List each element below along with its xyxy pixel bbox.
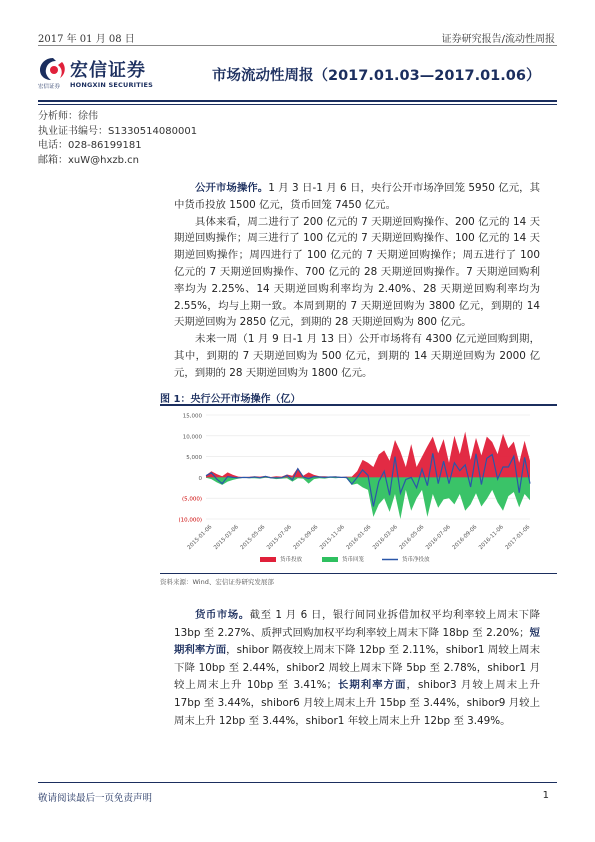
legend-label: 货币净投放 — [402, 557, 430, 563]
disclaimer-link[interactable]: 敬请阅读最后一页免责声明 — [38, 793, 153, 804]
y-tick-label: (5,000) — [181, 496, 202, 503]
footer-divider — [38, 782, 557, 783]
x-tick-label: 2016-07-06 — [425, 524, 452, 552]
paragraph: 公开市场操作。1 月 3 日-1 月 6 日，央行公开市场净回笼 5950 亿元，其中货币投放 1500 亿元，货币回笼 7450 亿元。 — [174, 182, 541, 211]
analyst-cert: 执业证书编号：S1330514080001 — [38, 125, 198, 137]
analyst-phone: 电话：028-86199181 — [38, 140, 142, 151]
x-tick-label: 2016-03-06 — [372, 524, 399, 552]
company-logo — [38, 56, 168, 94]
chart-svg — [160, 407, 557, 572]
title-rule — [38, 100, 557, 102]
header-divider — [38, 45, 557, 46]
y-tick-label: 10,000 — [182, 434, 202, 441]
section-lead-long: 长期利率方面 — [336, 679, 407, 692]
x-tick-label: 2016-05-06 — [398, 524, 426, 552]
analyst-info — [38, 110, 197, 168]
x-tick-label: 2015-09-06 — [292, 524, 320, 552]
y-tick-label: (10,000) — [178, 517, 202, 524]
x-tick-label: 2016-11-06 — [478, 524, 505, 552]
analyst-email[interactable]: 邮箱：xuW@hxzb.cn — [38, 154, 140, 166]
page-number: 1 — [542, 790, 549, 801]
x-tick-label: 2015-01-06 — [186, 524, 214, 552]
analyst-name: 分析师：徐伟 — [38, 111, 98, 122]
logo-sub-en: HONGXIN SECURITIES — [70, 81, 154, 89]
title-rule-thin — [38, 104, 557, 105]
omo-chart — [160, 407, 557, 572]
x-tick-label: 2015-11-06 — [319, 524, 346, 552]
x-tick-label: 2015-03-06 — [213, 524, 240, 552]
legend-label: 货币回笼 — [342, 557, 365, 563]
report-category: 证券研究报告/流动性周报 — [441, 34, 555, 45]
section-lead: 公开市场操作。 — [195, 182, 269, 194]
paragraph: 未来一周（1 月 9 日-1 月 13 日）公开市场将有 4300 亿元逆回购到期，其中，到期的 7 天期逆回购为 500 亿元，到期的 14 天期逆回购为 2000 亿元，到期的 28 天期逆回购为 1800 亿元。 — [174, 333, 540, 379]
logo-name: 宏信证券 — [70, 60, 146, 81]
series-area-injection — [206, 432, 530, 478]
report-title: 市场流动性周报（2017.01.03—2017.01.06） — [212, 68, 541, 84]
paragraph: 货币市场。截至 1 月 6 日，银行间同业拆借加权平均利率较上周末下降 13bp 至 2.27%、质押式回购加权平均利率较上周末下降 18bp 至 2.20%；短期利率方面，shibor 隔夜较上周末下降 12bp 至 2.11%，shibor1 周较上周末下降 10bp 至 2.44%，shibor2 周较上周末下降 5bp 至 2.78%，shibor1 月较上周末上升 10bp 至 3.41%；长期利率方面，shibor3 月较上周末上升 17bp 至 3.44%，shibor6 月较上周末上升 15bp 至 3.44%，shibor9 月较上周末上升 12bp 至 3.44%，shibor1 年较上周末上升 12bp 至 3.49%。 — [174, 609, 541, 727]
y-tick-label: 0 — [198, 475, 202, 482]
paragraph: 具体来看，周二进行了 200 亿元的 7 天期逆回购操作、200 亿元的 14 天期逆回购操作；周三进行了 100 亿元的 7 天期逆回购操作、100 亿元的 14 天期逆回购操作；周四进行了 100 亿元的 7 天期逆回购操作；周五进行了 100 亿元的 7 天期逆回购操作、700 亿元的 28 天期逆回购操作。7 天期逆回购利率均为 2.25%、14 天期逆回购利率均为 2.40%、28 天期逆回购利率均为 2.55%，均与上期一致。本周到期的 7 天期逆回购为 3800 亿元，到期的 14 天期逆回购为 2850 亿元，到期的 28 天期逆回购为 800 亿元。 — [174, 215, 540, 329]
section-money-market — [174, 607, 540, 730]
figure-bottom-rule — [160, 573, 557, 574]
figure-source: 资料来源：Wind、宏信证券研究发展部 — [160, 578, 274, 586]
y-tick-label: 15,000 — [182, 413, 202, 420]
section-lead: 货币市场。 — [195, 609, 250, 621]
logo-sub-cn: 宏信证券 — [38, 84, 61, 90]
x-tick-label: 2015-05-06 — [239, 524, 267, 552]
section-lead-short: 短期利率方面 — [174, 626, 540, 657]
section-open-market — [174, 180, 540, 382]
logo-mark-icon — [38, 56, 68, 82]
x-tick-label: 2016-09-06 — [451, 524, 479, 552]
figure-title: 图 1：央行公开市场操作（亿） — [160, 394, 301, 405]
figure-rule — [160, 404, 557, 406]
x-tick-label: 2015-07-06 — [266, 524, 293, 552]
report-date: 2017 年 01 月 08 日 — [38, 34, 135, 45]
legend-swatch — [260, 557, 276, 562]
legend-swatch — [322, 557, 338, 562]
x-tick-label: 2017-01-06 — [504, 524, 532, 552]
y-tick-label: 5,000 — [186, 455, 202, 462]
x-tick-label: 2016-01-06 — [345, 524, 373, 552]
legend-label: 货币投放 — [280, 557, 303, 563]
